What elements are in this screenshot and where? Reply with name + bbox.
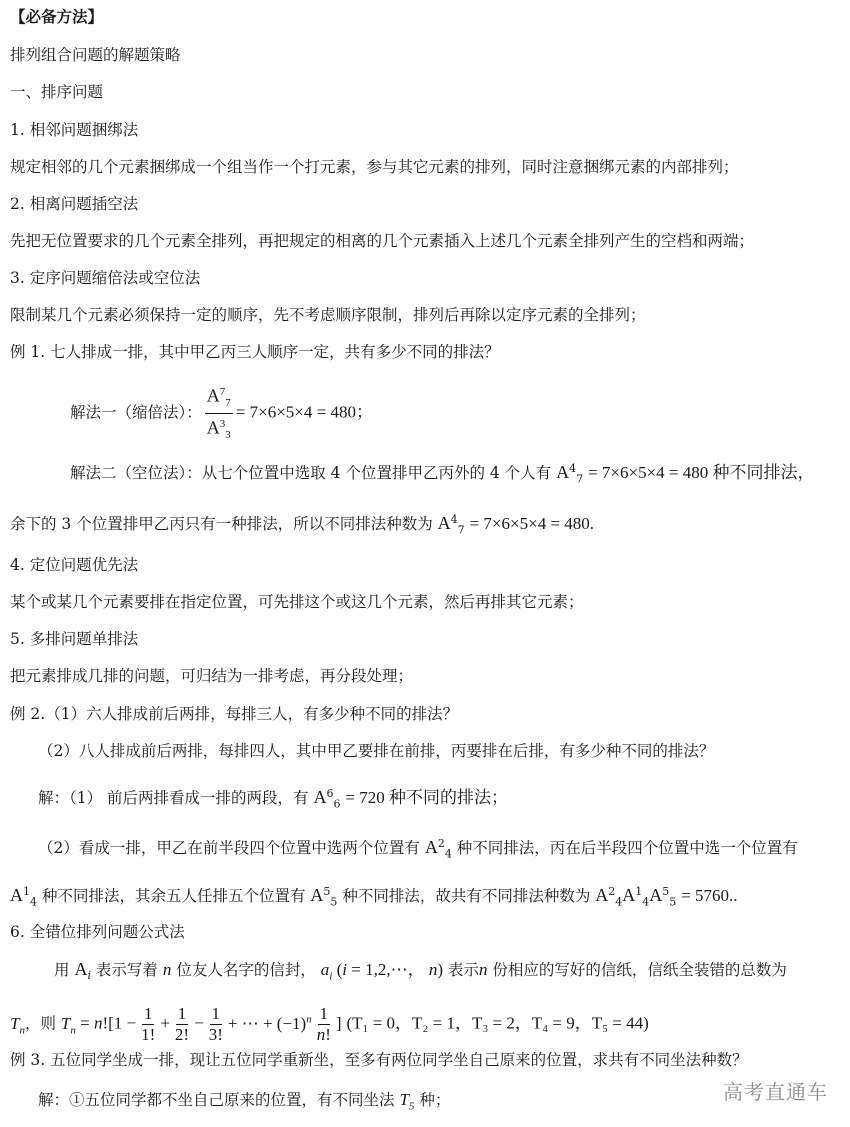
method-3-title: 3. 定序问题缩倍法或空位法 [10, 269, 201, 287]
method-2-desc: 先把无位置要求的几个元素全排列，再把规定的相离的几个元素插入上述几个元素全排列产生的空档和两端； [10, 232, 755, 250]
header-label: 【必备方法】 [10, 7, 104, 26]
method-4-desc: 某个或某几个元素要排在指定位置，可先排这个或这几个元素，然后再排其它元素； [10, 593, 584, 611]
example-3-answer: 解：①五位同学都不坐自己原来的位置，有不同坐法 $T_5$ 种； [38, 1090, 451, 1113]
method-5-desc: 把元素排成几排的问题，可归结为一排考虑，再分段处理； [10, 667, 414, 685]
method-1-title: 1. 相邻问题捆绑法 [10, 121, 139, 139]
example-2-question-1: 例 2.（1）六人排成前后两排，每排三人，有多少种不同的排法？ [10, 705, 459, 723]
section-heading: 一、排序问题 [10, 83, 104, 101]
watermark-text: 高考直通车 [723, 1080, 828, 1104]
example-1-solution-2: 解法二（空位法）：从七个位置中选取 4 个位置排甲乙丙外的 4 个人有 $A^4_7 = 7\times 6\times 5\times 4 = 480$ 种不同排法， [70, 462, 815, 486]
method-6-line-1: 用 $A_i$ 表示写着 n 位友人名字的信封， $a_i$ (i = 1,2,⋯， n) 表示n 份相应的写好的信纸，信纸全装错的总数为 [54, 959, 787, 983]
example-1-solution-3: 余下的 3 个位置排甲乙丙只有一种排法，所以不同排法种数为 $A^4_7 = 7\times 6\times 5\times 4 = 480$. [10, 513, 595, 537]
example-1-question: 例 1. 七人排成一排，其中甲乙丙三人顺序一定，共有多少不同的排法？ [10, 343, 500, 361]
example-3-question: 例 3. 五位同学坐成一排，现让五位同学重新坐，至多有两位同学坐自己原来的位置，求共有不同坐法种数？ [10, 1051, 748, 1069]
method-6-line-2: $T_n$，则 $T_n = n![1$ − $\frac{1}{1!}$ + $\frac{1}{2!}$ − $\frac{1}{3!}$ + ⋯ + $(-1)^n$ $\frac{1}{n!}$ ] (T₁ = 0，T₂ = 1，T₃ = 2，T₄ = 9，T₅ = 44) [10, 1004, 649, 1044]
example-2-answer-3: $A^1_4$ 种不同排法，其余五人任排五个位置有 $A^5_5$ 种不同排法，故共有不同排法种数为 $A^2_4A^1_4A^5_5 = 5760$.. [10, 885, 738, 909]
example-2-answer-2: （2）看成一排，甲乙在前半段四个位置中选两个位置有 $A^2_4$ 种不同排法，丙在后半段四个位置中选一个位置有 [38, 837, 798, 861]
method-1-desc: 规定相邻的几个元素捆绑成一个组当作一个打元素，参与其它元素的排列，同时注意捆绑元素的内部排列； [10, 158, 739, 176]
method-5-title: 5. 多排问题单排法 [10, 630, 139, 648]
fraction-a77-a33: $\frac{A^7_7}{A^3_3}$ [205, 382, 233, 445]
example-1-solution-1: 解法一（缩倍法）： $\frac{A^7_7}{A^3_3}$ = 7×6×5×4 = 480； [70, 382, 373, 445]
method-3-desc: 限制某几个元素必须保持一定的顺序，先不考虑顺序限制，排列后再除以定序元素的全排列； [10, 306, 646, 324]
example-2-answer-1: 解：（1） 前后两排看成一排的两段，有 $A^6_6 = 720$ 种不同的排法； [38, 787, 509, 811]
method-2-title: 2. 相离问题插空法 [10, 195, 139, 213]
method-4-title: 4. 定位问题优先法 [10, 556, 139, 574]
example-2-question-2: （2）八人排成前后两排，每排四人，其中甲乙要排在前排，丙要排在后排，有多少种不同的排法？ [38, 742, 715, 760]
method-6-title: 6. 全错位排列问题公式法 [10, 923, 185, 941]
doc-title: 排列组合问题的解题策略 [10, 46, 181, 64]
